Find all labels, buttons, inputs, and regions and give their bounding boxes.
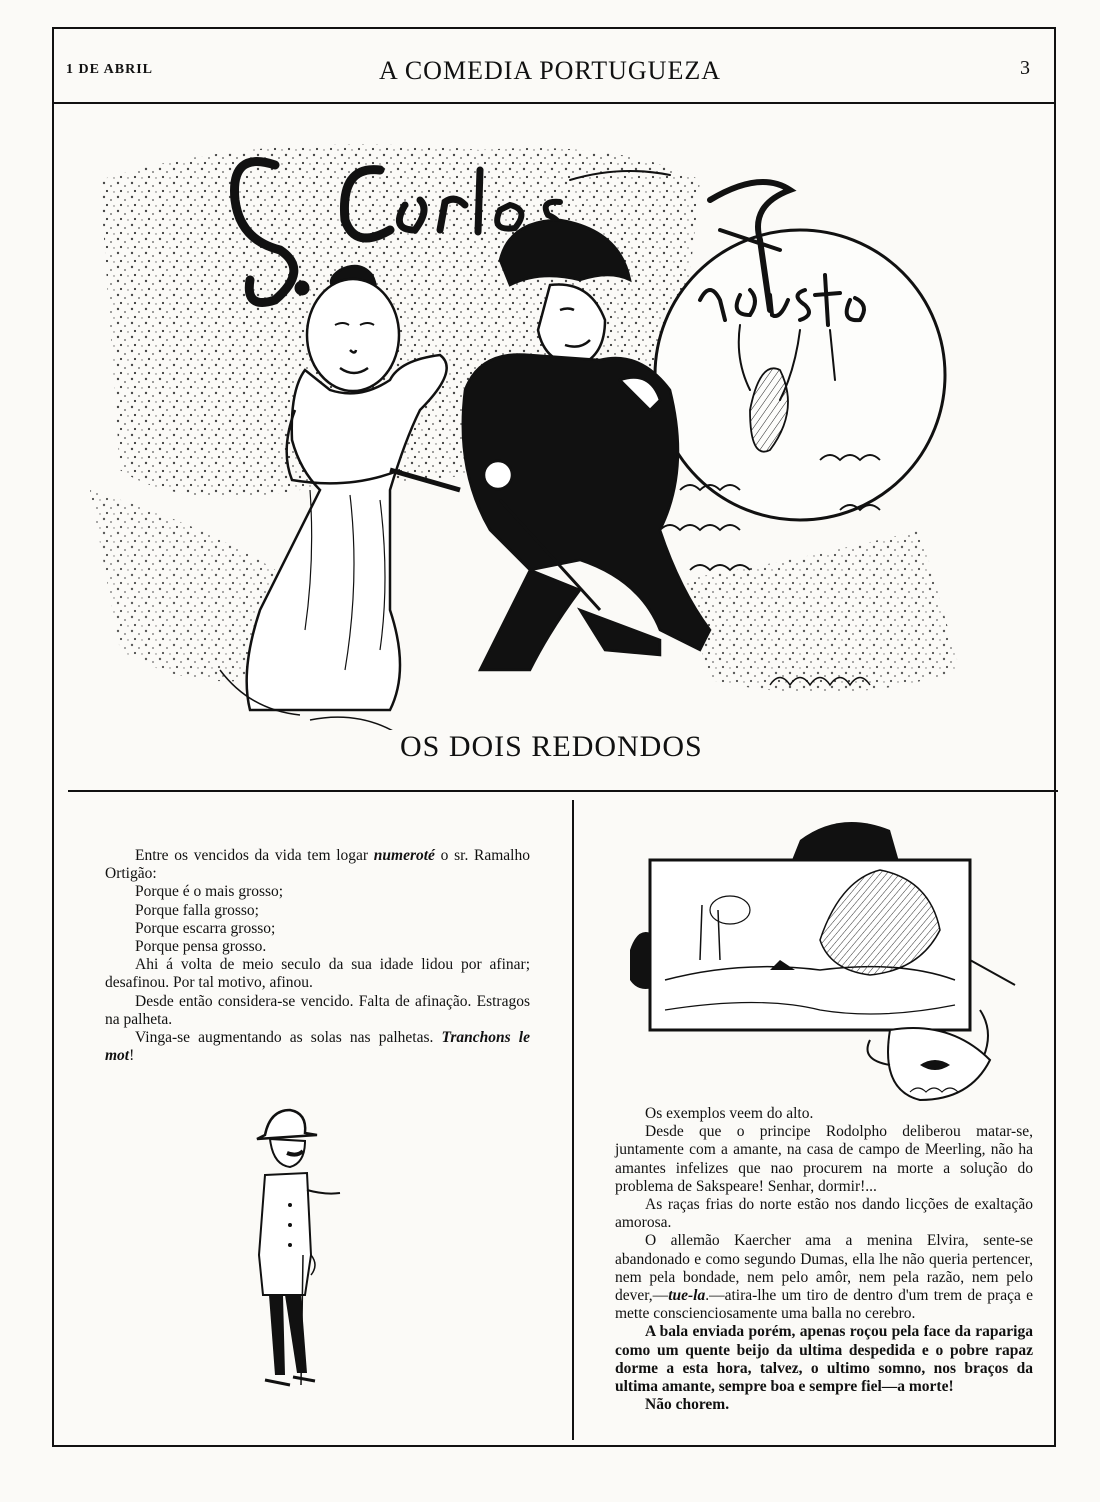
verse-line: Porque escarra grosso; xyxy=(135,919,276,937)
cartoon-caption: OS DOIS REDONDOS xyxy=(400,730,703,763)
verse-line: Porque falla grosso; xyxy=(135,901,259,919)
header-rule xyxy=(52,102,1056,104)
paragraph: Os exemplos veem do alto. xyxy=(645,1105,814,1122)
paragraph: As raças frias do norte estão nos dando licções de exaltação amorosa. xyxy=(615,1196,1033,1232)
paragraph: Desde então considera-se vencido. Falta de afinação. Estragos na palheta. xyxy=(105,992,530,1028)
right-column xyxy=(615,1105,1033,1414)
paragraph: Ahi á volta de meio seculo da sua idade lidou por afinar; desafinou. Por tal motivo, afinou. xyxy=(105,956,530,992)
closing-line: Não chorem. xyxy=(645,1396,730,1414)
page-number: 3 xyxy=(1020,57,1030,79)
section-rule xyxy=(68,790,1058,792)
cartoon-illustration xyxy=(60,110,1050,730)
paragraph: Vinga-se augmentando as solas nas palhetas. Tranchons le mot! xyxy=(105,1029,530,1065)
verse-line: Porque é o mais grosso; xyxy=(135,883,284,901)
header-date: 1 DE ABRIL xyxy=(66,62,154,77)
standing-man-drawing xyxy=(245,1105,355,1395)
paragraph: Desde que o principe Rodolpho deliberou matar-se, juntamente com a amante, na casa de campo de Meerling, não ha amantes infelizes que nao procurem na morte a solução do problema de Sakspeare! Senhar, dormir!... xyxy=(615,1123,1033,1195)
column-divider xyxy=(572,800,574,1440)
verse-line: Porque pensa grosso. xyxy=(135,938,267,956)
header-title: A COMEDIA PORTUGUEZA xyxy=(378,56,721,85)
paragraph: O allemão Kaercher ama a menina Elvira, sente-se abandonado e como segundo Dumas, ella lhe não queria pertencer, nem pela bondade, nem pelo amôr, nem pela razão, nem pelo dever,—tue-la.—atira-lhe um tiro de dentro d'um trem de praça e mette conscienciosamente uma balla no cerebro. xyxy=(615,1232,1033,1323)
left-column xyxy=(105,847,530,1065)
paragraph: A bala enviada porém, apenas roçou pela face da rapariga como um quente beijo da ultima despedida e o pobre rapaz dorme a esta hora, talvez, o ultimo somno, nos braços da ultima amante, sempre boa e sempre fiel—a morte! xyxy=(615,1323,1033,1396)
paragraph-intro: Entre os vencidos da vida tem logar numeroté o sr. Ramalho Ortigão: xyxy=(105,847,530,883)
landscape-vignette xyxy=(620,810,1020,1110)
